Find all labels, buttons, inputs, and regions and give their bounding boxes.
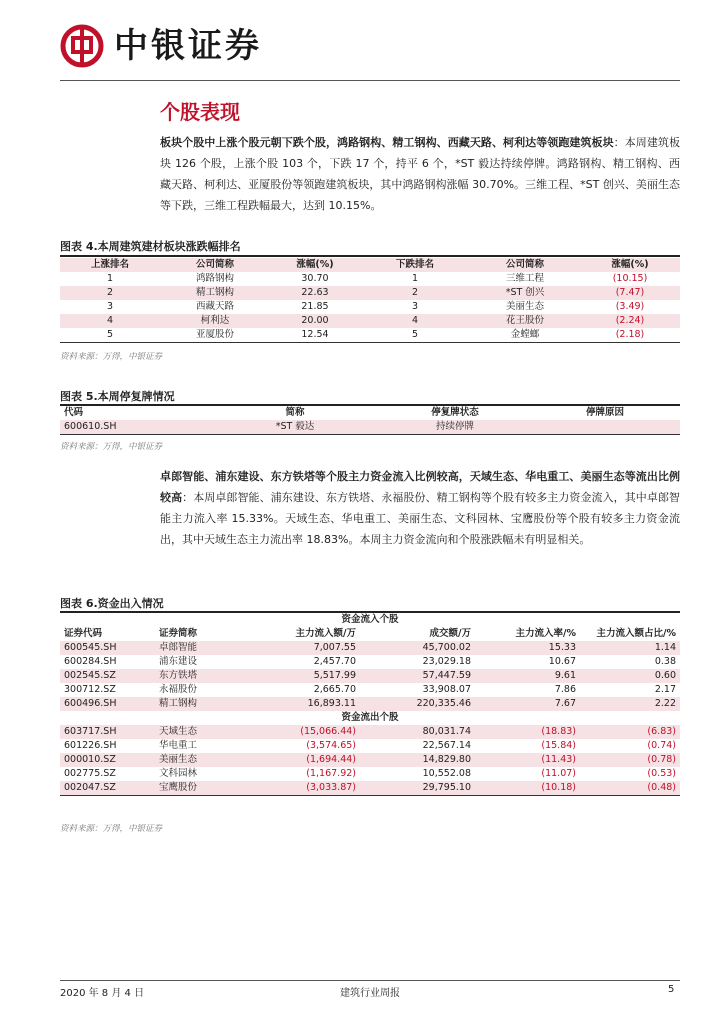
column-header: 主力流入额占比/% bbox=[596, 628, 676, 639]
table-cell: 20.00 bbox=[301, 315, 329, 326]
brand-name: 中银证券 bbox=[114, 26, 262, 66]
table-cell: (2.24) bbox=[615, 315, 645, 326]
table-cell bbox=[530, 420, 680, 435]
figure-4-title: 图表 4.本周建筑建材板块涨跌幅排名 bbox=[60, 240, 241, 253]
table-cell: 4 bbox=[411, 315, 419, 326]
column-header: 主力流入额/万 bbox=[295, 628, 356, 639]
table-cell: 1.14 bbox=[654, 642, 676, 653]
figure-4-source: 资料来源：万得，中银证券 bbox=[60, 352, 163, 362]
table-row bbox=[60, 739, 680, 753]
table-cell: (0.78) bbox=[647, 754, 676, 765]
table-cell: 天域生态 bbox=[159, 726, 198, 737]
table-cell: 002775.SZ bbox=[64, 768, 116, 779]
table-cell: 精工钢构 bbox=[195, 287, 234, 298]
table-cell: (6.83) bbox=[647, 726, 676, 737]
figure-6-source: 资料来源：万得，中银证券 bbox=[60, 824, 163, 834]
table-cell: 花王股份 bbox=[505, 315, 544, 326]
page-number: 5 bbox=[668, 984, 675, 995]
column-header: 代码 bbox=[64, 407, 84, 418]
table-cell: 7.86 bbox=[554, 684, 576, 695]
table-cell: 600496.SH bbox=[64, 698, 117, 709]
table-cell: 601226.SH bbox=[64, 740, 117, 751]
table-cell: 9.61 bbox=[554, 670, 576, 681]
paragraph-2-lead: 卓郎智能、浦东建设、东方铁塔等个股主力资金流入比例较高，天域生态、华电重工、美丽生态等流出比例较高 bbox=[160, 470, 680, 504]
column-header: 简称 bbox=[285, 407, 305, 418]
table-cell: 600545.SH bbox=[64, 642, 117, 653]
table-cell: (0.74) bbox=[647, 740, 676, 751]
table-cell: 三维工程 bbox=[505, 273, 544, 284]
table-cell: 文科园林 bbox=[159, 768, 198, 779]
table-cell: 23,029.18 bbox=[422, 656, 471, 667]
table-cell: (3,574.65) bbox=[306, 740, 356, 751]
table-cell: 美丽生态 bbox=[505, 301, 544, 312]
table-cell: 东方铁塔 bbox=[159, 670, 198, 681]
table-cell: 卓郎智能 bbox=[159, 642, 198, 653]
table-cell: 600610.SH bbox=[64, 421, 117, 432]
figure-5-title: 图表 5.本周停复牌情况 bbox=[60, 390, 175, 403]
table-cell: 21.85 bbox=[301, 301, 329, 312]
figure-4-table bbox=[60, 258, 680, 343]
outflow-label: 资金流出个股 bbox=[341, 712, 399, 723]
header-divider bbox=[60, 80, 680, 81]
table-cell: 22.63 bbox=[301, 287, 329, 298]
column-header: 成交额/万 bbox=[429, 628, 471, 639]
table-cell: 0.60 bbox=[654, 670, 676, 681]
table-cell: (18.83) bbox=[541, 726, 576, 737]
table-row bbox=[60, 420, 680, 435]
table-header-row bbox=[60, 258, 680, 272]
table-cell: 10,552.08 bbox=[422, 768, 471, 779]
table-cell: 华电重工 bbox=[159, 740, 198, 751]
bank-logo-icon bbox=[60, 24, 104, 68]
column-header: 停复牌状态 bbox=[431, 407, 479, 418]
column-header: 证券简称 bbox=[159, 628, 198, 639]
table-row bbox=[60, 300, 680, 314]
table-row bbox=[60, 781, 680, 796]
table-cell: 002545.SZ bbox=[64, 670, 116, 681]
table-cell: 12.54 bbox=[301, 329, 329, 340]
table-cell: 2.17 bbox=[654, 684, 676, 695]
column-header: 主力流入率/% bbox=[515, 628, 576, 639]
figure-5-source: 资料来源：万得，中银证券 bbox=[60, 442, 163, 452]
inflow-label: 资金流入个股 bbox=[341, 614, 399, 625]
table-cell: 002047.SZ bbox=[64, 782, 116, 793]
table-cell: (7.47) bbox=[615, 287, 645, 298]
table-cell: 2,665.70 bbox=[313, 684, 356, 695]
table-cell: 000010.SZ bbox=[64, 754, 116, 765]
table-cell: 7.67 bbox=[554, 698, 576, 709]
table-cell: (11.43) bbox=[541, 754, 576, 765]
figure-6-title: 图表 6.资金出入情况 bbox=[60, 597, 164, 610]
table-cell: 2.22 bbox=[654, 698, 676, 709]
table-cell: 宝鹰股份 bbox=[159, 782, 198, 793]
table-cell: 300712.SZ bbox=[64, 684, 116, 695]
table-cell: 0.38 bbox=[654, 656, 676, 667]
table-cell: 西藏天路 bbox=[195, 301, 234, 312]
table-cell: 603717.SH bbox=[64, 726, 117, 737]
column-header: 下跌排名 bbox=[395, 259, 434, 270]
table-cell: (10.15) bbox=[612, 273, 648, 284]
figure-6-table bbox=[60, 613, 680, 796]
table-cell: 14,829.80 bbox=[422, 754, 471, 765]
table-cell: (3,033.87) bbox=[306, 782, 356, 793]
header-logo bbox=[60, 24, 262, 68]
table-cell: 220,335.46 bbox=[416, 698, 471, 709]
table-cell: 80,031.74 bbox=[422, 726, 471, 737]
table-cell: 10.67 bbox=[548, 656, 576, 667]
table-cell: (0.53) bbox=[647, 768, 676, 779]
table-cell: *ST 毅达 bbox=[275, 421, 315, 432]
table-cell: 5,517.99 bbox=[313, 670, 356, 681]
table-row bbox=[60, 314, 680, 328]
table-cell: 5 bbox=[106, 329, 114, 340]
table-cell: 3 bbox=[106, 301, 114, 312]
table-cell: (15,066.44) bbox=[300, 726, 356, 737]
section-title: 个股表现 bbox=[160, 100, 240, 124]
paragraph-2-body: ：本周卓郎智能、浦东建设、东方铁塔、永福股份、精工钢构等个股有较多主力资金流入，其中卓郎智能主力流入率 15.33%。天域生态、华电重工、美丽生态、文科园林、宝鹰股份等个股有较多主力资金流出，其中天域生态主力流出率 18.83%。本周主力资金流向和个股涨跌幅未有明显相关。 bbox=[160, 491, 681, 546]
table-cell: 15.33 bbox=[548, 642, 576, 653]
table-cell: 2 bbox=[106, 287, 114, 298]
table-row bbox=[60, 753, 680, 767]
table-header-row bbox=[60, 627, 680, 641]
table-cell: 亚厦股份 bbox=[195, 329, 234, 340]
table-cell: (11.07) bbox=[541, 768, 576, 779]
table-cell: (15.84) bbox=[541, 740, 576, 751]
table-cell: 精工钢构 bbox=[159, 698, 198, 709]
table-cell: 22,567.14 bbox=[422, 740, 471, 751]
column-header: 涨幅(%) bbox=[611, 259, 649, 270]
column-header: 证券代码 bbox=[64, 628, 103, 639]
table-cell: 永福股份 bbox=[159, 684, 198, 695]
table-cell: 持续停牌 bbox=[435, 421, 474, 432]
table-cell: 33,908.07 bbox=[422, 684, 471, 695]
table-cell: (10.18) bbox=[541, 782, 576, 793]
table-cell: 2,457.70 bbox=[313, 656, 356, 667]
table-cell: 4 bbox=[106, 315, 114, 326]
table-row bbox=[60, 669, 680, 683]
table-cell: 2 bbox=[411, 287, 419, 298]
table-cell: 5 bbox=[411, 329, 419, 340]
table-cell: 45,700.02 bbox=[422, 642, 471, 653]
column-header: 涨幅(%) bbox=[296, 259, 334, 270]
table-cell: (1,694.44) bbox=[306, 754, 356, 765]
table-cell: 16,893.11 bbox=[307, 698, 356, 709]
table-cell: 金螳螂 bbox=[510, 329, 540, 340]
table-cell: 7,007.55 bbox=[313, 642, 356, 653]
outflow-section-header bbox=[60, 711, 680, 725]
paragraph-1-body: ：本周建筑板块 126 个股，上涨个股 103 个，下跌 17 个，持平 6 个，*ST 毅达持续停牌。鸿路钢构、精工钢构、西藏天路、柯利达、亚厦股份等领跑建筑板块，其中鸿路钢构涨幅 30.70%。三维工程、*ST 创兴、美丽生态等下跌，三维工程跌幅最大，达到 10.15%。 bbox=[160, 136, 680, 212]
column-header: 公司简称 bbox=[505, 259, 544, 270]
paragraph-2 bbox=[160, 466, 680, 550]
figure-5-table bbox=[60, 406, 680, 435]
table-cell: 1 bbox=[106, 273, 114, 284]
table-cell: 鸿路钢构 bbox=[195, 273, 234, 284]
paragraph-1-lead: 板块个股中上涨个股元朝下跌个股，鸿路钢构、精工钢构、西藏天路、柯利达等领跑建筑板块 bbox=[160, 136, 614, 149]
table-cell: 30.70 bbox=[301, 273, 329, 284]
footer-date: 2020 年 8 月 4 日 bbox=[60, 988, 145, 999]
table-cell: 美丽生态 bbox=[159, 754, 198, 765]
footer-divider bbox=[60, 980, 680, 981]
table-cell: 浦东建设 bbox=[159, 656, 198, 667]
table-cell: 3 bbox=[411, 301, 419, 312]
table-cell: (3.49) bbox=[615, 301, 645, 312]
table-row bbox=[60, 655, 680, 669]
column-header: 停牌原因 bbox=[585, 407, 624, 418]
table-row bbox=[60, 697, 680, 711]
table-cell: 29,795.10 bbox=[422, 782, 471, 793]
inflow-section-header bbox=[60, 613, 680, 627]
table-row bbox=[60, 286, 680, 300]
paragraph-1 bbox=[160, 132, 680, 216]
column-header: 上涨排名 bbox=[90, 259, 129, 270]
table-header-row bbox=[60, 406, 680, 420]
table-row bbox=[60, 767, 680, 781]
table-row bbox=[60, 683, 680, 697]
table-cell: (0.48) bbox=[647, 782, 676, 793]
column-header: 公司简称 bbox=[195, 259, 234, 270]
table-cell: *ST 创兴 bbox=[505, 287, 545, 298]
table-cell: (2.18) bbox=[615, 329, 645, 340]
table-row bbox=[60, 328, 680, 343]
table-cell: (1,167.92) bbox=[306, 768, 356, 779]
table-cell: 柯利达 bbox=[200, 315, 230, 326]
footer-report-name: 建筑行业周报 bbox=[340, 988, 400, 999]
table-row bbox=[60, 725, 680, 739]
table-row bbox=[60, 641, 680, 655]
table-cell: 1 bbox=[411, 273, 419, 284]
table-row bbox=[60, 272, 680, 286]
table-cell: 600284.SH bbox=[64, 656, 117, 667]
table-cell: 57,447.59 bbox=[422, 670, 471, 681]
figure-4-rule bbox=[60, 255, 680, 257]
